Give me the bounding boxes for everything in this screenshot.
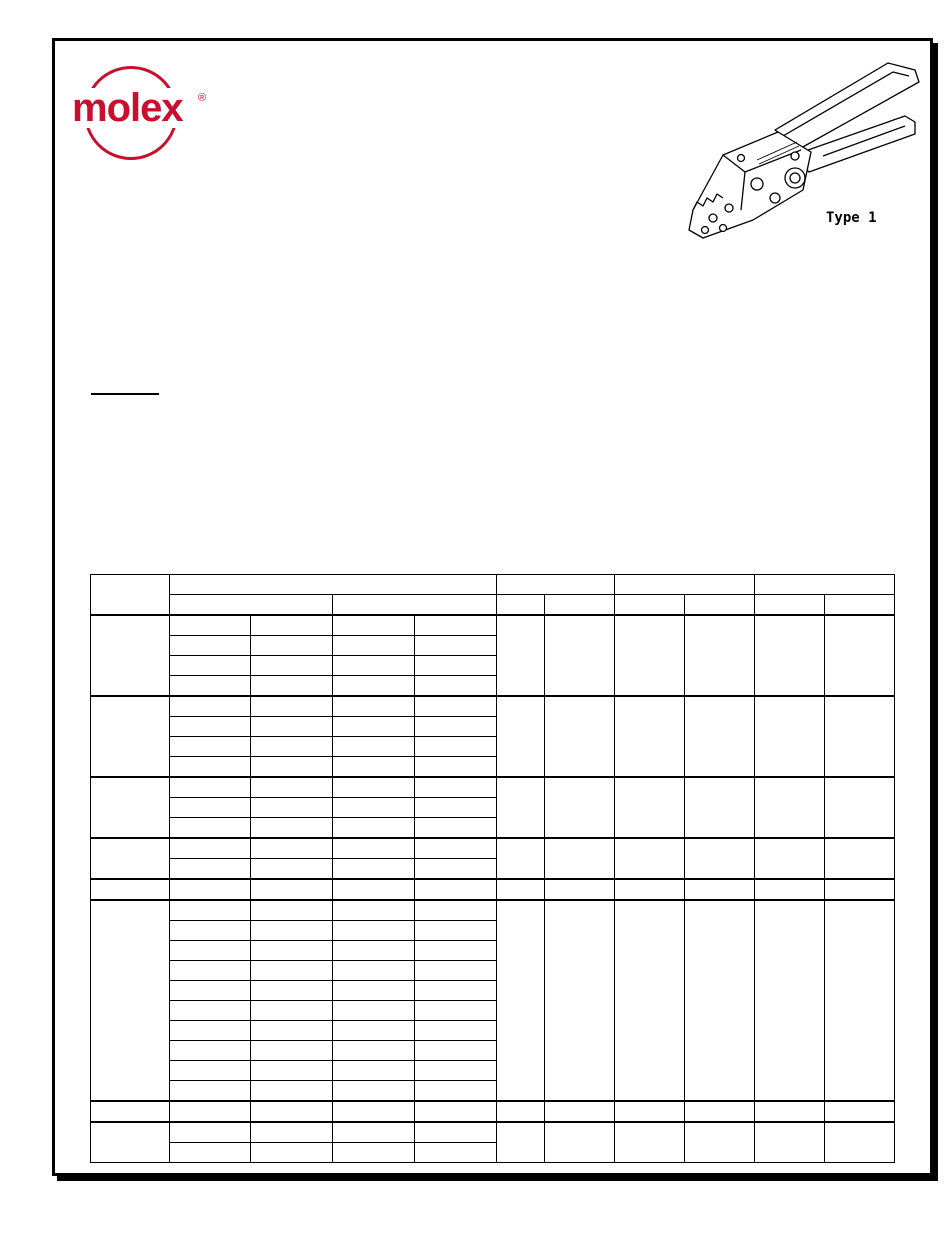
table-cell [415,961,497,981]
table-cell [170,798,251,818]
table-cell [415,676,497,697]
table-cell [91,900,170,1101]
table-cell [333,859,415,880]
table-header-cell [545,595,615,616]
table-cell [251,656,333,676]
table-cell [545,1122,615,1163]
table-cell [333,1101,415,1122]
table-cell [333,921,415,941]
table-cell [251,676,333,697]
table-cell [170,818,251,839]
table-cell [825,1101,895,1122]
table-header-cell [170,575,497,595]
table-cell [333,757,415,778]
table-cell [825,696,895,777]
table-row [91,879,895,900]
table-cell [415,921,497,941]
table-header-cell [755,575,895,595]
table-cell [497,696,545,777]
table-cell [545,777,615,838]
table-cell [333,1041,415,1061]
table-header-cell [333,595,497,616]
table-cell [415,717,497,737]
section-underline [91,393,159,395]
table-cell [170,879,251,900]
table-cell [251,941,333,961]
table-cell [755,696,825,777]
table-cell [251,1081,333,1102]
table-cell [415,1122,497,1143]
table-cell [333,636,415,656]
table-cell [251,961,333,981]
table-cell [545,900,615,1101]
table-cell [615,1101,685,1122]
table-cell [615,879,685,900]
table-cell [251,921,333,941]
table-cell [415,879,497,900]
table-cell [91,777,170,838]
table-cell [91,1101,170,1122]
table-cell [251,981,333,1001]
table-cell [170,656,251,676]
table-cell [685,615,755,696]
table-header-cell [615,595,685,616]
table-cell [545,615,615,696]
table-cell [170,696,251,717]
table-cell [170,859,251,880]
crimp-tool-illustration [683,60,923,250]
table-cell [415,838,497,859]
table-cell [91,879,170,900]
table-cell [615,838,685,879]
table-cell [170,737,251,757]
table-cell [170,1041,251,1061]
table-cell [415,1081,497,1102]
table-cell [170,921,251,941]
table-cell [615,615,685,696]
table-cell [251,615,333,636]
registered-mark: ® [198,92,207,104]
table-cell [825,879,895,900]
table-header-cell [170,595,333,616]
table-cell [170,676,251,697]
table-header-cell [615,575,755,595]
table-cell [251,1061,333,1081]
table-cell [251,838,333,859]
table-cell [251,1001,333,1021]
table-cell [91,615,170,696]
table-cell [685,777,755,838]
table-cell [415,656,497,676]
table-cell [251,737,333,757]
table-cell [415,636,497,656]
table-cell [755,1101,825,1122]
table-cell [251,1101,333,1122]
table-header-cell [755,595,825,616]
table-cell [415,757,497,778]
table-cell [251,818,333,839]
table-cell [755,879,825,900]
table-cell [251,717,333,737]
logo-wordmark: molex [72,86,183,130]
table-cell [251,1143,333,1163]
table-cell [333,900,415,921]
table-cell [170,981,251,1001]
table-header-cell [497,575,615,595]
table-cell [333,1081,415,1102]
table-cell [415,1001,497,1021]
table-cell [825,615,895,696]
table-cell [251,696,333,717]
table-cell [615,1122,685,1163]
table-cell [685,879,755,900]
table-cell [415,1143,497,1163]
table-cell [497,879,545,900]
table-cell [545,879,615,900]
table-cell [251,859,333,880]
table-cell [170,1021,251,1041]
table-row [91,900,895,921]
table-cell [415,818,497,839]
table-cell [333,1122,415,1143]
table-cell [415,1041,497,1061]
table-cell [825,900,895,1101]
table-row [91,1101,895,1122]
table-cell [170,717,251,737]
table-body [91,615,895,1163]
table-cell [415,696,497,717]
table-cell [497,900,545,1101]
table-cell [91,1122,170,1163]
table-cell [545,696,615,777]
table-cell [545,1101,615,1122]
table-cell [415,615,497,636]
table-header-row [91,595,895,616]
table-cell [497,615,545,696]
table-cell [333,1001,415,1021]
table-cell [251,798,333,818]
table-cell [91,696,170,777]
table-cell [497,1122,545,1163]
table-cell [825,777,895,838]
table-cell [685,696,755,777]
table-cell [170,636,251,656]
table-cell [170,615,251,636]
table-cell [755,777,825,838]
table-cell [333,879,415,900]
table-cell [415,1021,497,1041]
table-cell [497,1101,545,1122]
table-cell [251,900,333,921]
table-cell [170,1122,251,1143]
table-cell [170,1001,251,1021]
table-cell [755,615,825,696]
table-cell [91,838,170,879]
table-cell [170,961,251,981]
table-cell [170,838,251,859]
table-cell [615,696,685,777]
table-header-row [91,575,895,595]
molex-logo [70,62,220,172]
table-cell [497,838,545,879]
tool-type-caption: Type 1 [826,210,877,226]
table-cell [415,859,497,880]
table-cell [251,757,333,778]
table-cell [415,1061,497,1081]
table-row [91,696,895,717]
table-cell [333,838,415,859]
table-cell [497,777,545,838]
table-cell [615,900,685,1101]
table-header-cell [497,595,545,616]
table-cell [251,777,333,798]
table-cell [825,1122,895,1163]
table-cell [333,941,415,961]
table-cell [755,900,825,1101]
table-cell [170,1101,251,1122]
table-cell [333,717,415,737]
table-cell [333,1061,415,1081]
table-cell [615,777,685,838]
table-cell [170,1061,251,1081]
table-cell [333,737,415,757]
table-cell [170,757,251,778]
table-cell [251,879,333,900]
table-cell [333,1143,415,1163]
table-cell [170,900,251,921]
table-cell [415,798,497,818]
table-header-cell [91,575,170,616]
table-cell [415,1101,497,1122]
table-cell [170,777,251,798]
table-cell [170,941,251,961]
table-row [91,1122,895,1143]
table-cell [545,838,615,879]
table-header-cell [825,595,895,616]
table-cell [333,961,415,981]
table-cell [333,696,415,717]
table-cell [251,1021,333,1041]
table-cell [415,777,497,798]
table-cell [415,737,497,757]
table-cell [685,1122,755,1163]
table-row [91,615,895,636]
table-cell [251,636,333,656]
table-cell [333,676,415,697]
table-cell [170,1143,251,1163]
table-row [91,777,895,798]
spec-table [90,574,895,1163]
table-cell [685,900,755,1101]
table-cell [415,900,497,921]
table-cell [333,1021,415,1041]
table-cell [333,615,415,636]
table-cell [685,1101,755,1122]
table-cell [170,1081,251,1102]
table-cell [415,981,497,1001]
table-cell [755,838,825,879]
table-cell [415,941,497,961]
table-row [91,838,895,859]
table-cell [333,656,415,676]
table-cell [333,777,415,798]
table-cell [333,981,415,1001]
table-cell [755,1122,825,1163]
table-cell [333,798,415,818]
table-cell [251,1041,333,1061]
table-cell [251,1122,333,1143]
table-cell [825,838,895,879]
table-cell [333,818,415,839]
table-cell [685,838,755,879]
table-header-cell [685,595,755,616]
